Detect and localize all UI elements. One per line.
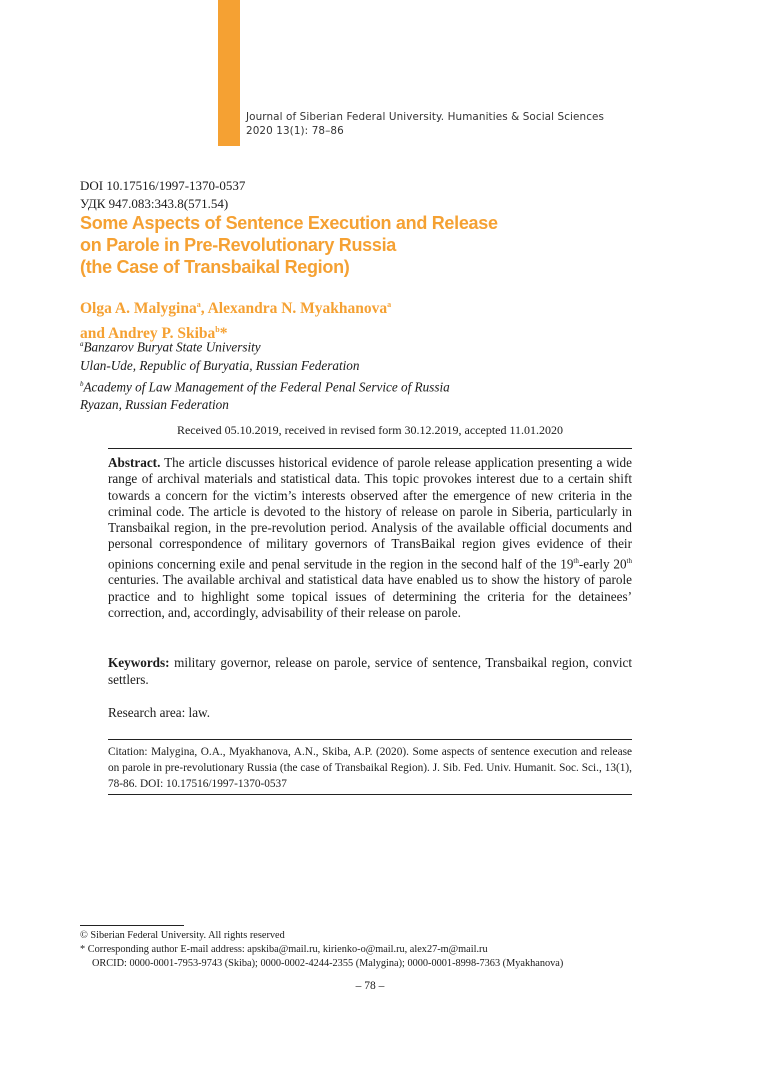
journal-header [246, 110, 604, 138]
affiliation-mark: b [215, 325, 220, 335]
affiliation-name: Banzarov Buryat State University [83, 339, 261, 355]
author-name: Olga A. Malygina [80, 300, 197, 318]
title-line: (the Case of Transbaikal Region) [80, 257, 350, 277]
abstract-label: Abstract. [108, 455, 161, 470]
divider [108, 794, 632, 795]
page-number: – 78 – [355, 980, 385, 992]
title-line: Some Aspects of Sentence Execution and Release [80, 213, 498, 233]
affiliation-place: Ulan-Ude, Republic of Buryatia, Russian Federation [80, 357, 360, 373]
abstract [108, 455, 632, 621]
journal-name: Journal of Siberian Federal University. Humanities & Social Sciences [246, 111, 605, 123]
author-name: Andrey P. Skiba [108, 325, 216, 343]
corresponding-author: * Corresponding author E-mail address: apskiba@mail.ru, kirienko-o@mail.ru, alex27-m@mail.ru [80, 944, 488, 955]
journal-volume: 2020 13(1): 78–86 [246, 125, 344, 137]
abstract-text: -early 20 [578, 556, 627, 572]
abstract-text: centuries. The available archival and statistical data have enabled us to show the history of parole practice and to highlight some topical issues of determining the criteria for the detainees’ correction, and, accordingly, advisability of their release on parole. [108, 572, 632, 621]
udk: УДК 947.083:343.8(571.54) [80, 196, 229, 211]
author-separator: , [200, 300, 208, 318]
footnotes [80, 929, 563, 971]
divider [108, 739, 632, 740]
citation: Citation: Malygina, O.A., Myakhanova, A.N., Skiba, A.P. (2020). Some aspects of sentence execution and release on parole in pre-revolutionary Russia (the case of Transbaikal Region). J. Sib. Fed. Univ. Humanit. Soc. Sci., 13(1), 78-86. DOI: 10.17516/1997-1370-0537 [108, 746, 632, 790]
affiliation-name: Academy of Law Management of the Federal Penal Service of Russia [83, 379, 450, 395]
received-dates: Received 05.10.2019, received in revised form 30.12.2019, accepted 11.01.2020 [176, 423, 564, 437]
keywords [108, 654, 632, 688]
affiliation-mark: a [80, 340, 84, 348]
keywords-label: Keywords: [108, 655, 170, 670]
copyright-notice: © Siberian Federal University. All rights reserved [80, 930, 285, 941]
corresponding-mark: * [219, 325, 228, 343]
author-name: Alexandra N. Myakhanova [207, 300, 388, 318]
superscript: th [626, 556, 632, 565]
affiliations [80, 335, 450, 415]
title-line: on Parole in Pre-Revolutionary Russia [80, 235, 396, 255]
affiliation-mark: a [196, 300, 201, 309]
keywords-text: military governor, release on parole, service of sentence, Transbaikal region, convict settlers. [108, 655, 632, 687]
footnote-divider [80, 925, 184, 926]
author-conjunction: and [80, 325, 109, 343]
divider [108, 448, 632, 449]
article-identifiers [80, 177, 245, 213]
journal-accent-bar [218, 0, 240, 146]
affiliation-place: Ryazan, Russian Federation [80, 397, 229, 413]
abstract-text: The article discusses historical evidence of parole release application presenting a wide range of archival materials and statistical data. This topic provokes interest due to a certain shift towards a concern for the victim’s interests observed after the emergence of new criteria in the criminal code. The article is devoted to the history of release on parole in Siberia, particularly in Transbaikal region, in the pre-revolution period. Analysis of the available official documents and personal correspondence of military governors of TransBaikal region gives evidence of their opinions concerning exile and penal servitude in the region in the second half of the 19 [108, 455, 632, 572]
affiliation-mark: b [80, 379, 84, 388]
superscript: th [573, 556, 579, 565]
doi[interactable]: DOI 10.17516/1997-1370-0537 [80, 178, 246, 193]
affiliation-mark: a [387, 300, 392, 309]
article-title [80, 212, 560, 278]
research-area: Research area: law. [108, 705, 211, 720]
orcid-list: ORCID: 0000-0001-7953-9743 (Skiba); 0000-0002-4244-2355 (Malygina); 0000-0001-8998-7363 (Myakhanova) [92, 958, 564, 969]
